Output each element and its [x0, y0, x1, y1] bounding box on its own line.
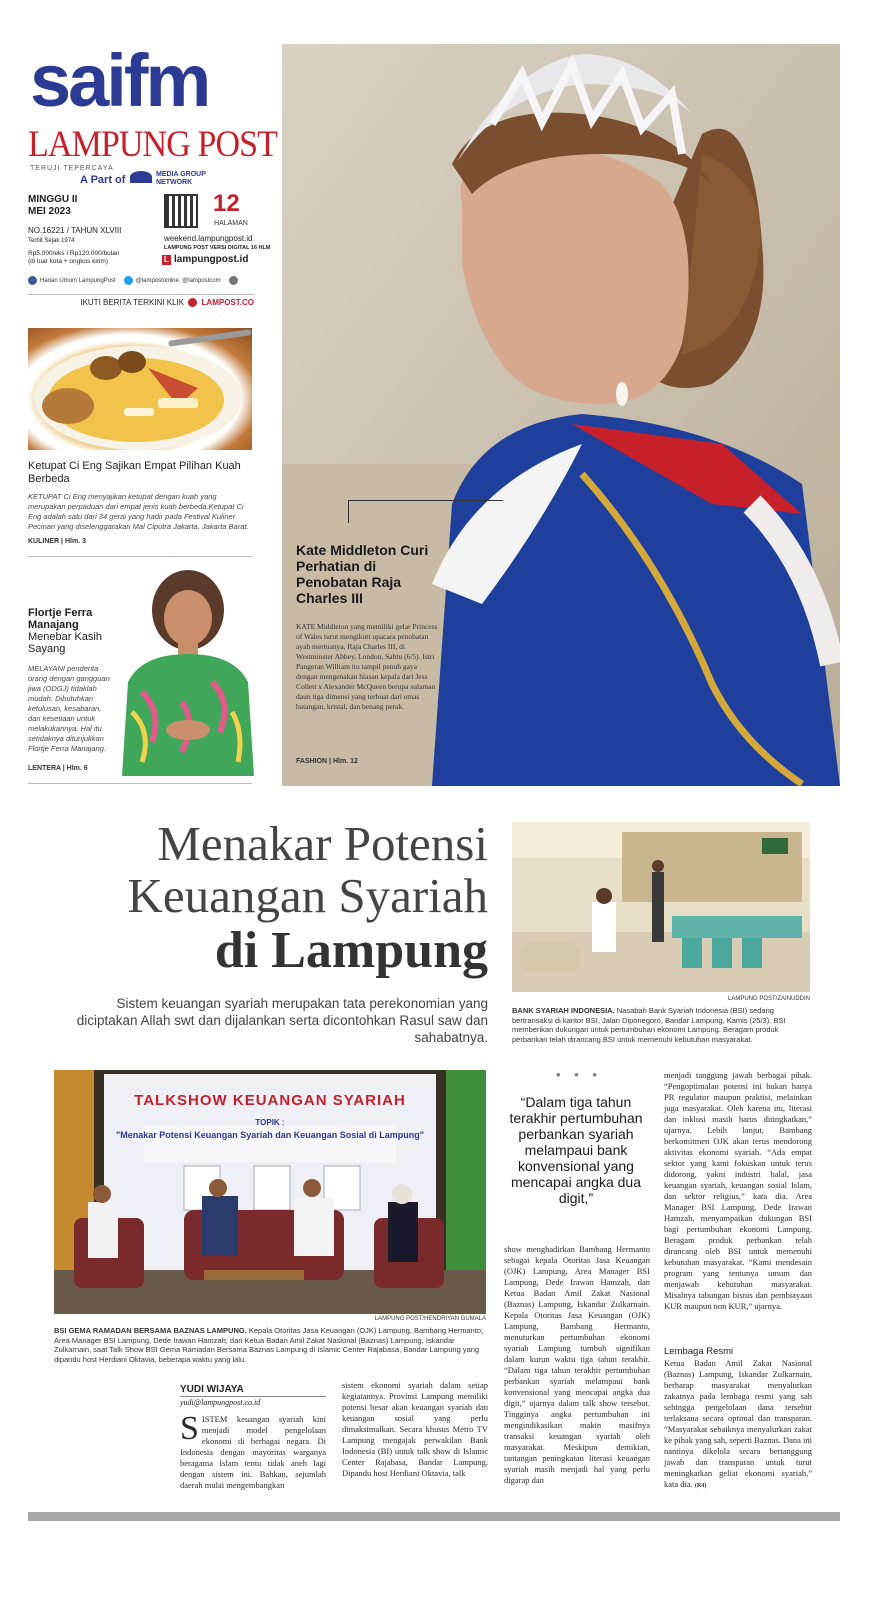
talkshow-caption-lead: BSI GEMA RAMADAN BERSAMA BAZNAS LAMPUNG.: [54, 1326, 247, 1335]
digital-note: LAMPUNG POST VERSI DIGITAL 16 HLM: [164, 245, 271, 251]
talkshow-photo-caption: [54, 1326, 486, 1364]
since-label: Terbit Sejak 1974: [28, 238, 75, 244]
pages-count: 12: [213, 190, 240, 217]
hero-body: KATE Middleton yang memiliki gelar Princess of Wales turut mengikuti upacara penobatan ayah mertuanya, Raja Charles III, di Westminster Abbey, London, Sabtu (6/5). Istri Pangeran William itu tampil penuh gaya dengan mengenakan hiasan kepala dari Jess Collett x Alexander McQueen berupa sulaman daun tiga dimensi yang terbuat dari emas batangan, kristal, dan benang perak.: [296, 622, 438, 711]
edition-month: MEI 2023: [28, 206, 71, 217]
edition-week: MINGGU II: [28, 194, 78, 205]
article-col1-text: ISTEM keuangan syariah kini menjadi model pengelolaan ekonomi di berbagai negara. Di Indonesia dengan mayoritas warganya beragama Islam tentu tidak aneh lagi dengan sistem ini. Bahkan, sejumlah daerah mulai mengembangkan: [180, 1414, 326, 1490]
article-column-4: menjadi tanggung jawab berbagai pihak. “Pengoptimalan potensi ini bukan hanya PR regulator maupun praktisi, melainkan juga masyarakat. Oleh karena itu, literasi dan inklusi masih harus ditingkatkan,” ujarnya. Lebih lanjut, Bambang berkomitmen OJK akan terus mendorong aktivitas ekonomi syariah. “Ada empat sektor yang kami fokuskan untuk terus didorong, yakni industri halal, jasa keuangan syariah, keuangan sosial Islam, dan sektor religius,” kata dia. Area Manager BSI Lampung, Dede Irawan Hamzah, menyampaikan dukungan BSI bagi pertumbuhan ekonomi Lampung. Beragam produk perbankan telah dirancang oleh BSI untuk memenuhi kebutuhan masyarakat. “Kami mendesain program yang tentunya umum dan menjawab kebutuhan masyarakat. Misalnya tabungan bisnis dan pembiayaan KUR maupun non KUR,” ujarnya.: [664, 1070, 812, 1311]
headline-line3: di Lampung: [214, 922, 488, 979]
food-photo[interactable]: [28, 328, 252, 450]
banner-topic-label: TOPIK :: [255, 1118, 285, 1127]
brand-logo-lampung-post: LAMPUNG POST: [28, 124, 278, 165]
price-info: [28, 250, 119, 266]
facebook-label: Harian Umum LampungPost: [40, 278, 116, 285]
edition-date: [28, 194, 77, 218]
price-line2: (di luar kota + ongkos kirim): [28, 258, 109, 265]
follow-banner[interactable]: [28, 294, 254, 307]
bottom-rule: [28, 1512, 840, 1521]
follow-site[interactable]: LAMPOST.CO: [201, 298, 254, 307]
brand-logo-saifm: saifm: [30, 39, 209, 122]
tagline: TERUJI TEPERCAYA: [30, 165, 114, 172]
person-headline[interactable]: Menebar Kasih Sayang: [28, 631, 102, 655]
hero-section-link[interactable]: FASHION | Hlm. 12: [296, 758, 358, 765]
article-column-4b: [664, 1358, 812, 1492]
follow-text: IKUTI BERITA TERKINI KLIK: [80, 298, 185, 307]
twitter-label: @lampostonline, @lampostcom: [135, 278, 221, 285]
article-col4b-text: Ketua Badan Amil Zakat Nasional (Baznas) Lampung, Iskandar Zulkarnain, berharap masyarakat menyalurkan zakatnya pada lembaga resmi yang sah sehingga pengelolaan dana tersebut terlaksana secara optimal dan transparan. “Masyarakat sebaiknya menyalurkan zakat ke pihak yang sah, seperti Baznas. Dana ini nantinya dikelola secara bertanggung jawab dan transparan untuk turut meningkatkan geliat ekonomi syariah,” kata dia.: [664, 1358, 812, 1489]
pages-label: HALAMAN: [214, 220, 248, 227]
author-email[interactable]: yudi@lampungpost.co.id: [180, 1398, 261, 1407]
person-photo[interactable]: [112, 562, 260, 776]
facebook-link[interactable]: [28, 276, 116, 285]
network-line2: NETWORK: [156, 179, 193, 186]
price-line1: Rp5.000/eks I Rp120.000/bulan: [28, 250, 120, 257]
headline-lede: Sistem keuangan syariah merupakan tata perekonomian yang diciptakan Allah swt dan dijalankan serta dicontohkan Rasul saw dan sahabatnya.: [76, 996, 488, 1045]
media-group-icon: [130, 171, 152, 183]
network-line1: MEDIA GROUP: [156, 171, 206, 178]
weekend-url[interactable]: weekend.lampungpost.id: [164, 234, 253, 243]
bank-photo-credit: LAMPUNG POST/ZAINUDDIN: [727, 996, 810, 1002]
issue-number: NO.16221 / TAHUN XLVIII: [28, 226, 122, 235]
food-description: KETUPAT Ci Eng menyajikan ketupat dengan kuah yang merupakan perpaduan dari empat jenis kuah berbeda.Ketupat Ci Eng adalah satu dari 34 gerai yang hadir pada Festival Kuliner Pecinan yang diselenggarakan Mal Ciputra Jakarta, Jakarta Barat.: [28, 492, 249, 531]
lampost-icon: L: [162, 255, 171, 265]
article-column-1: [180, 1410, 326, 1491]
person-illustration: [112, 562, 260, 776]
food-section-link[interactable]: KULINER | Hlm. 3: [28, 538, 86, 545]
author-divider: [180, 1396, 326, 1397]
lampost-icon: [188, 298, 197, 307]
person-section-link[interactable]: LENTERA | Hlm. 6: [28, 765, 88, 772]
article-signature: (R4): [694, 1483, 707, 1489]
dropcap: S: [180, 1410, 199, 1447]
headline-line2: Keuangan Syariah: [127, 868, 488, 923]
pull-quote: “Dalam tiga tahun terakhir pertumbuhan perbankan syariah melampaui bank konvensional yang mencapai angka dua digit,”: [509, 1094, 643, 1206]
article-column-3: show menghadirkan Bambang Hermanto sebagai kepala Otoritas Jasa Keuangan (OJK) Lampung, Area Manager BSI Lampung, Dede Irawan Hamzah, dan Ketua Badan Amil Zakat Nasional (Baznas) Lampung, Iskandar Zulkarnain. Kepala Otoritas Jasa Keuangan (OJK) Lampung, Bambang Hermanto, menuturkan pertumbuhan ekonomi syariah Lampung tumbuh signifikan dalam kurun waktu tiga tahun terakhir. “Dalam tiga tahun terakhir pertumbuhan perbankan syariah melampaui bank konvensional yang mencapai angka dua digit,” ujarnya dalam talk show tersebut. Tingginya angka pertumbuhan ini mengindikasikan makin masifnya transaksi keuangan syariah oleh masyarakat. Meskipun demikian, tantangan peningkatan literasi keuangan syariah masih menjadi hal yang perlu digarap dan: [504, 1244, 650, 1485]
person-description: MELAYANI penderita orang dengan gangguan jiwa (ODGJ) tidaklah mudah. Dibutuhkan ketulusan, kesabaran, dan kesetiaan untuk melakukannya. Hal itu setidaknya ditunjukkan Flortje Ferra Manajang.: [28, 664, 110, 753]
headline-line1: Menakar Potensi: [157, 816, 488, 871]
bank-photo[interactable]: [512, 822, 810, 992]
banner-title: TALKSHOW KEUANGAN SYARIAH: [134, 1092, 406, 1109]
author-name: YUDI WIJAYA: [180, 1384, 244, 1395]
quote-ornament: • • •: [556, 1067, 602, 1082]
food-title[interactable]: Ketupat Ci Eng Sajikan Empat Pilihan Kuah Berbeda: [28, 460, 241, 485]
hero-callout-line: [348, 500, 503, 523]
person-name[interactable]: Flortje Ferra Manajang: [28, 607, 93, 631]
bank-caption-lead: BANK SYARIAH INDONESIA.: [512, 1006, 615, 1015]
divider: [28, 783, 252, 784]
instagram-icon[interactable]: [229, 276, 238, 285]
article-subhead: Lembaga Resmi: [664, 1346, 734, 1357]
article-column-2: sistem ekonomi syariah dalam setiap kegiatannya. Provinsi Lampung memiliki potensi besar akan keuangan syariah dan keuangan sosial yang perlu dimaksimalkan. Secara khusus Metro TV Lampung mengajak perwakilan Bank Indonesia (BI) untuk talk show di Islamic Center Rajabasa, Bandar Lampung. Dipandu host Herdiani Oktavia, talk: [342, 1380, 488, 1478]
talkshow-photo-credit: LAMPUNG POST/HENDRIYAN GUMALA: [374, 1316, 486, 1322]
bank-interior-illustration: [512, 822, 810, 992]
bank-caption-text: Nasabah Bank Syariah Indonesia (BSI) sedang bertransaksi di kantor BSI, Jalan Diponegoro, Bandar Lampung, Kamis (25/3). BSI memberikan dukungan untuk pertumbuhan ekonomi Lampung. Beragam produk perbankan telah dirancang BSI untuk memenuhi kebutuhan masyarakat.: [512, 1006, 786, 1044]
site-url[interactable]: lampungpost.id: [174, 254, 249, 265]
talkshow-photo[interactable]: [54, 1070, 486, 1314]
divider: [28, 556, 252, 557]
banner-topic: "Menakar Potensi Keuangan Syariah dan Keuangan Sosial di Lampung": [115, 1130, 425, 1140]
hero-title[interactable]: Kate Middleton Curi Perhatian di Penobatan Raja Charles III: [296, 542, 429, 606]
qr-code-icon[interactable]: [164, 194, 198, 228]
twitter-icon: [124, 276, 133, 285]
bank-photo-caption: [512, 1006, 810, 1044]
ketupat-illustration: [28, 328, 252, 450]
facebook-icon: [28, 276, 37, 285]
media-group-network-label: [156, 171, 206, 187]
social-links: [28, 276, 241, 285]
site-link[interactable]: [162, 254, 248, 265]
twitter-link[interactable]: [124, 276, 221, 285]
part-of-label: A Part of: [80, 174, 126, 186]
talkshow-caption-text: Kepala Otoritas Jasa Keuangan (OJK) Lampung, Bambang Hermanto; Area Manager BSI Lampung, Dede Irawan Hamzah; dan Ketua Badan Amil Zakat Nasional (Baznas) Lampung, Iskandar Zulkarnain, saat Talk Show BSI Gema Ramadan Bersama Baznas Lampung di Islamic Center Rajabasa, Bandar Lampung yang dipandu host Herdiani Oktavia, beberapa waktu yang lalu.: [54, 1326, 484, 1364]
